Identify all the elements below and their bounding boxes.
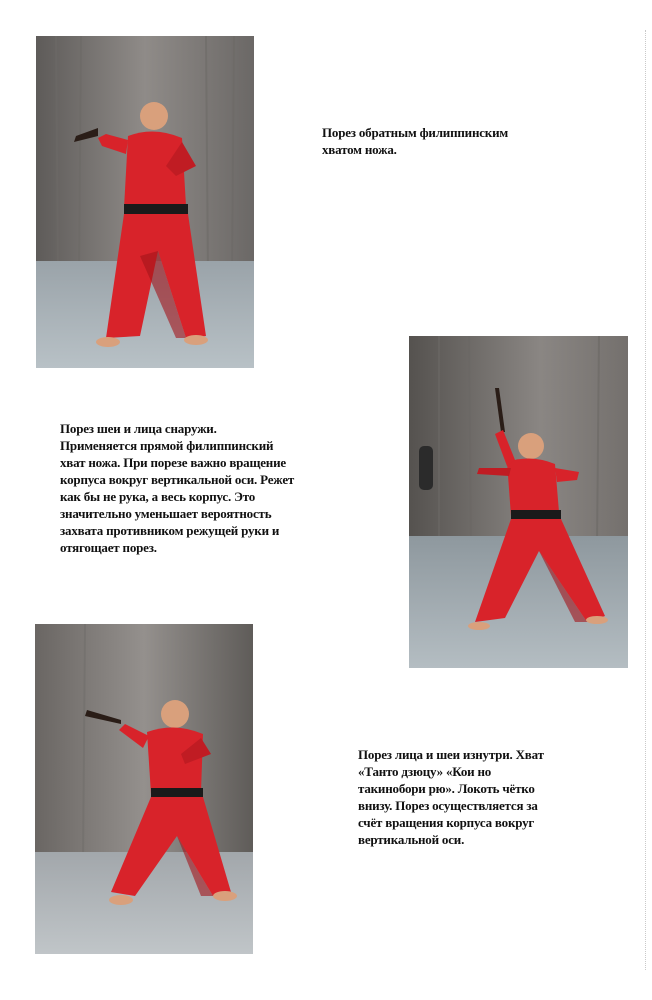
photo-inside-face-neck-cut-image xyxy=(35,624,253,954)
page-margin-guide xyxy=(645,30,646,970)
photo-outside-neck-face-cut xyxy=(409,336,628,668)
photo-inside-face-neck-cut xyxy=(35,624,253,954)
caption-line: счёт вращения корпуса вокруг xyxy=(358,815,535,830)
caption-line: «Танто дзюцу» «Кои но xyxy=(358,764,492,779)
caption-line: хват ножа. При порезе важно вращение xyxy=(60,455,286,470)
caption-inside-face-neck-cut xyxy=(358,746,544,848)
caption-line: Порез шеи и лица снаружи. xyxy=(60,421,217,436)
caption-line: хватом ножа. xyxy=(322,142,397,157)
caption-line: внизу. Порез осуществляется за xyxy=(358,798,538,813)
photo-outside-neck-face-cut-image xyxy=(409,336,628,668)
caption-line: корпуса вокруг вертикальной оси. Режет xyxy=(60,472,295,487)
caption-line: как бы не рука, а весь корпус. Это xyxy=(60,489,256,504)
caption-line: Применяется прямой филиппинский xyxy=(60,438,274,453)
caption-line: Порез лица и шеи изнутри. Хват xyxy=(358,747,544,762)
caption-line: отягощает порез. xyxy=(60,540,157,555)
caption-line: захвата противником режущей руки и xyxy=(60,523,280,538)
photo-reverse-grip-cut-image xyxy=(36,36,254,368)
photo-reverse-grip-cut xyxy=(36,36,254,368)
caption-reverse-grip-cut xyxy=(322,124,508,158)
caption-line: Порез обратным филиппинским xyxy=(322,125,509,140)
caption-line: такинобори рю». Локоть чётко xyxy=(358,781,535,796)
caption-line: значительно уменьшает вероятность xyxy=(60,506,272,521)
caption-line: вертикальной оси. xyxy=(358,832,465,847)
caption-outside-neck-face-cut xyxy=(60,420,294,556)
